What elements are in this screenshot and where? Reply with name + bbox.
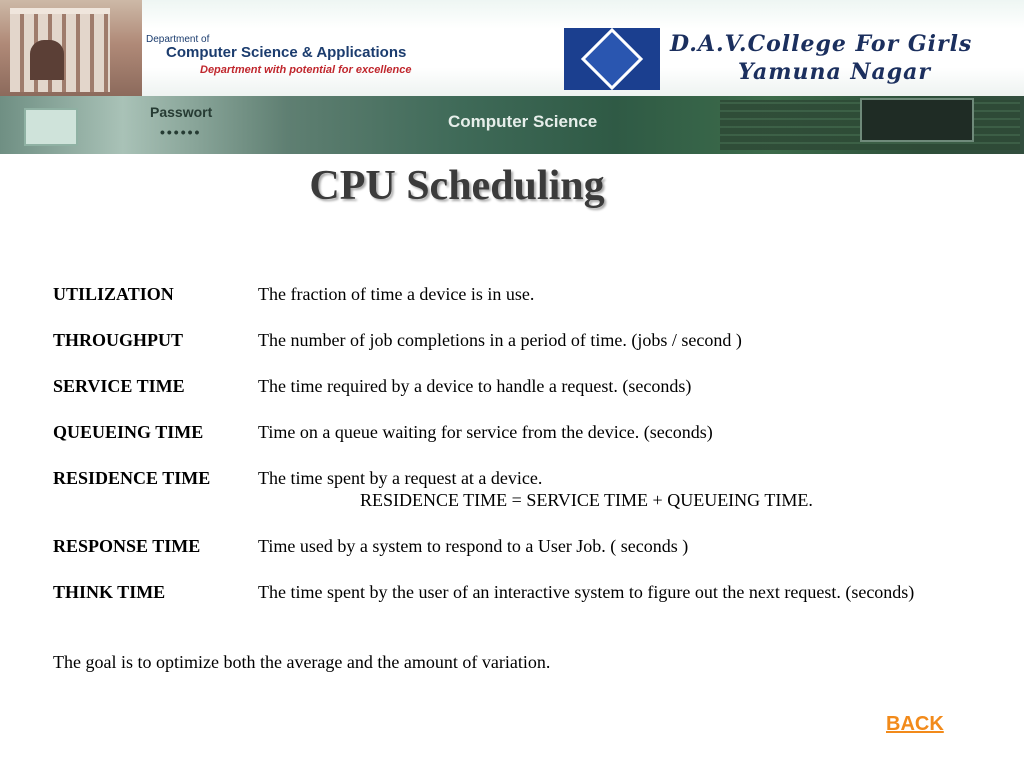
- back-link[interactable]: BACK: [886, 713, 944, 735]
- building-doorway: [30, 40, 64, 80]
- slide-title: CPU Scheduling: [309, 163, 605, 209]
- definition-row: [53, 284, 997, 330]
- definition-row: [53, 582, 997, 650]
- emblem-diamond: [581, 28, 643, 90]
- definition-term: RESIDENCE TIME: [53, 468, 211, 488]
- definition-term: SERVICE TIME: [53, 376, 185, 396]
- definition-description: The time required by a device to handle a request. (seconds): [258, 376, 692, 396]
- banner-password-text: Passwort: [150, 104, 213, 120]
- processor-chip-icon: [860, 98, 974, 142]
- definition-term: QUEUEING TIME: [53, 422, 204, 442]
- goal-statement: The goal is to optimize both the average and the amount of variation.: [53, 652, 551, 672]
- banner-title: Computer Science: [448, 112, 598, 131]
- definition-row: [53, 330, 997, 376]
- definition-term: THINK TIME: [53, 582, 166, 602]
- definition-description: The number of job completions in a period of time. (jobs / second ): [258, 330, 742, 350]
- department-tagline: Department with potential for excellence: [200, 64, 412, 76]
- definition-term: THROUGHPUT: [53, 330, 184, 350]
- definition-description: The fraction of time a device is in use.: [258, 284, 535, 304]
- department-prefix: Department of: [146, 34, 210, 45]
- college-name-line1: D.A.V.College For Girls: [670, 31, 973, 57]
- header-banner: [0, 0, 1024, 154]
- definition-row: [53, 536, 997, 582]
- residence-time-formula: RESIDENCE TIME = SERVICE TIME + QUEUEING TIME.: [360, 490, 813, 510]
- definition-list: [53, 284, 997, 650]
- definition-description: The time spent by the user of an interactive system to figure out the next request. (seconds): [258, 582, 915, 602]
- definition-term: RESPONSE TIME: [53, 536, 201, 556]
- department-logo-block: [142, 28, 562, 88]
- banner-password-dots: ••••••: [160, 124, 202, 140]
- college-name: [668, 30, 1008, 86]
- definition-description: Time used by a system to respond to a User Job. ( seconds ): [258, 536, 689, 556]
- department-building-photo: [0, 0, 142, 96]
- computer-science-banner: [0, 96, 1024, 154]
- definition-row: [53, 468, 997, 536]
- definition-description: Time on a queue waiting for service from the device. (seconds): [258, 422, 713, 442]
- definition-row: [53, 422, 997, 468]
- department-name: Computer Science & Applications: [166, 44, 407, 61]
- college-name-line2: Yamuna Nagar: [738, 59, 932, 85]
- definition-row: [53, 376, 997, 422]
- monitor-icon: [24, 108, 78, 146]
- college-emblem-icon: [564, 28, 660, 90]
- definition-term: UTILIZATION: [53, 284, 174, 304]
- definition-description: The time spent by a request at a device.: [258, 468, 543, 488]
